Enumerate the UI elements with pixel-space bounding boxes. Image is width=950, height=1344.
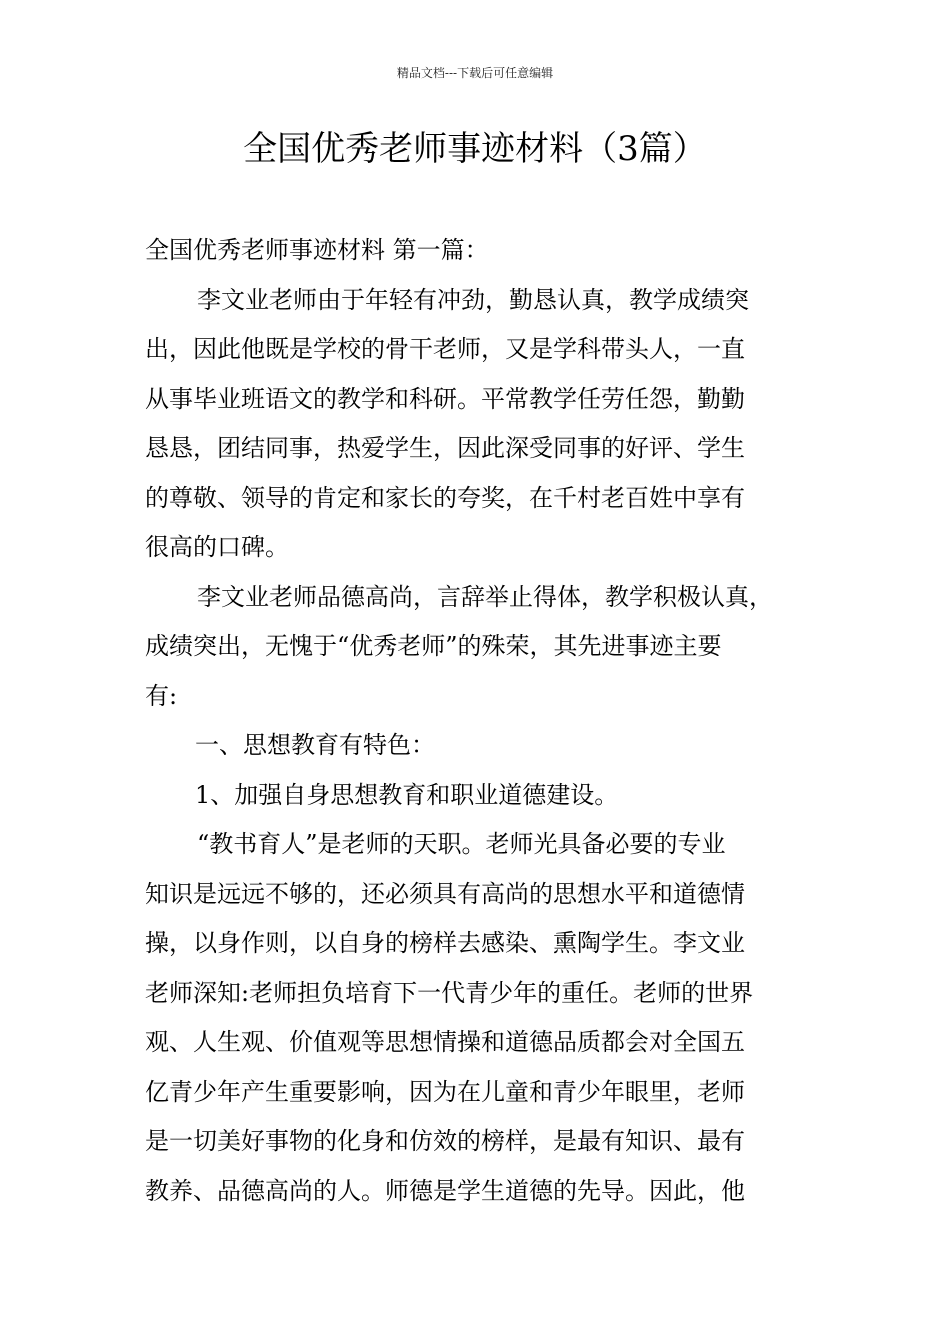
paragraph-line: 知识是远远不够的，还必须具有高尚的思想水平和道德情 [145, 879, 745, 908]
paragraph-line: “教书育人”是老师的天职。老师光具备必要的专业 [197, 830, 726, 858]
paragraph-line: 有: [145, 681, 178, 710]
paragraph-line: 李文业老师品德高尚，言辞举止得体，教学积极认真， [197, 582, 773, 611]
paragraph-line: 操，以身作则，以自身的榜样去感染、熏陶学生。李文业 [145, 929, 745, 957]
paragraph-line: 李文业老师由于年轻有冲劲，勤恳认真，教学成绩突 [197, 285, 749, 314]
section-heading: 全国优秀老师事迹材料 第一篇： [145, 236, 489, 264]
paragraph-line: 成绩突出，无愧于“优秀老师”的殊荣，其先进事迹主要 [145, 632, 722, 660]
document-title: 全国优秀老师事迹材料（3篇） [243, 129, 707, 169]
document-body [145, 226, 807, 1216]
paragraph-line: 观、人生观、价值观等思想情操和道德品质都会对全国五 [145, 1028, 745, 1056]
subheading: 一、思想教育有特色： [195, 731, 435, 759]
paragraph-line: 老师深知:老师担负培育下一代青少年的重任。老师的世界 [145, 978, 754, 1007]
paragraph-line: 教养、品德高尚的人。师德是学生道德的先导。因此，他 [145, 1176, 745, 1205]
paragraph-line: 恳恳，团结同事，热爱学生，因此深受同事的好评、学生 [145, 434, 745, 462]
header-note: 精品文档---下载后可任意编辑 [396, 66, 554, 80]
paragraph-line: 是一切美好事物的化身和仿效的榜样，是最有知识、最有 [145, 1127, 745, 1155]
paragraph-line: 出，因此他既是学校的骨干老师，又是学科带头人，一直 [145, 335, 745, 363]
paragraph-line: 亿青少年产生重要影响，因为在儿童和青少年眼里，老师 [145, 1077, 745, 1106]
paragraph-line: 从事毕业班语文的教学和科研。平常教学任劳任怨，勤勤 [145, 384, 745, 413]
paragraph-line: 的尊敬、领导的肯定和家长的夸奖，在千村老百姓中享有 [145, 483, 745, 512]
paragraph-line: 很高的口碑。 [145, 533, 289, 561]
subheading: 1、加强自身思想教育和职业道德建设。 [195, 780, 619, 809]
